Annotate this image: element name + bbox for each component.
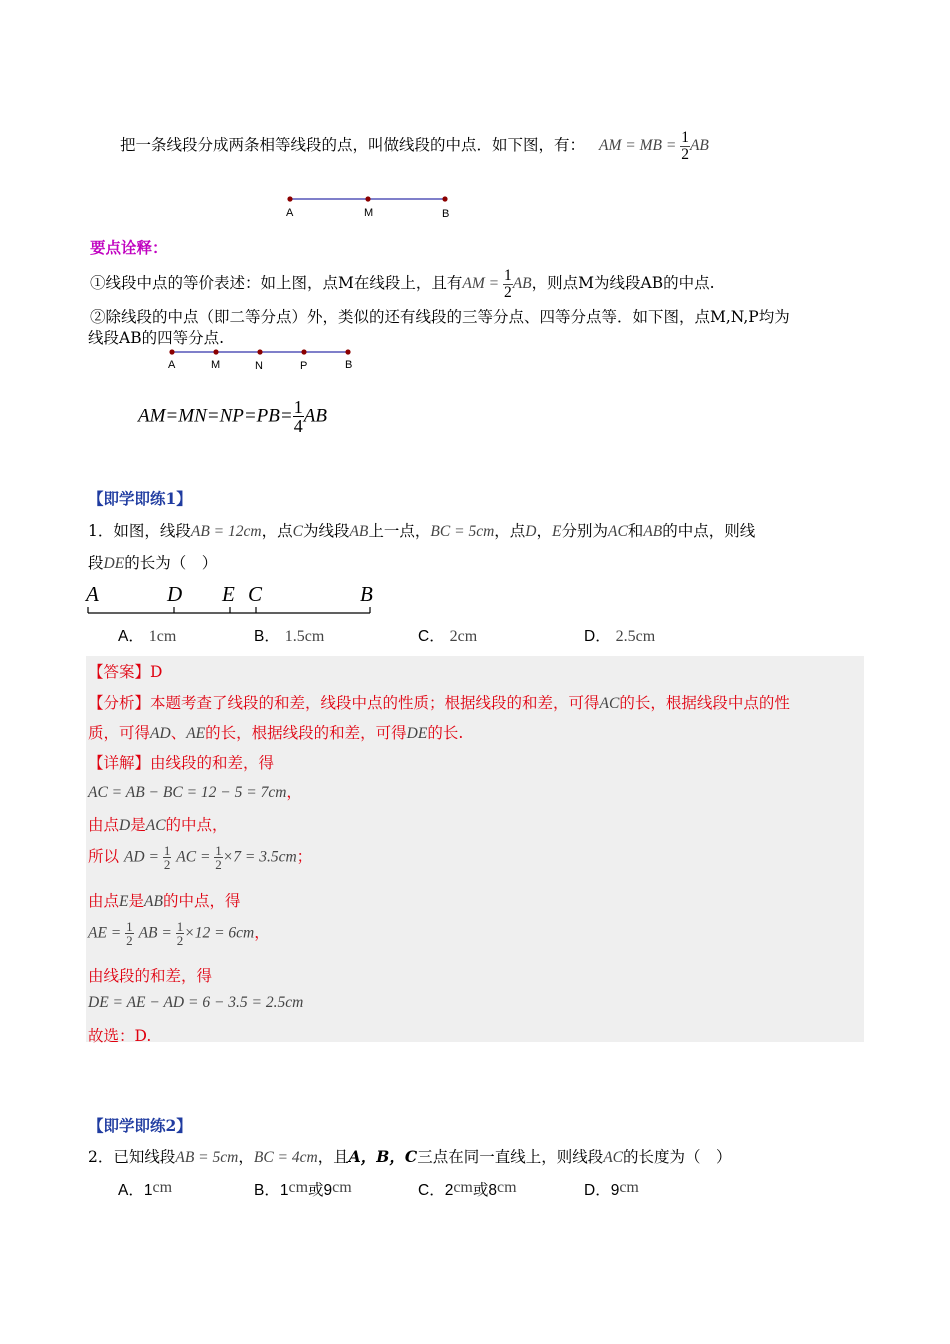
analysis-math: AD: [150, 725, 171, 742]
q-text: 1．如图，线段: [88, 522, 191, 540]
analysis-math: AC: [599, 695, 620, 712]
fig2-label: M: [211, 359, 221, 371]
intro-fraction: [680, 130, 690, 162]
detail-math: AB: [144, 893, 163, 910]
point-p: [301, 349, 306, 354]
ex2-option-a[interactable]: [118, 1178, 172, 1200]
intro-frac-den: 2: [681, 145, 689, 163]
ex1-detail-step5: [88, 920, 270, 947]
quarter-num: 1: [293, 397, 303, 417]
option-value: 8: [488, 1182, 498, 1199]
ex1-option-c[interactable]: [418, 624, 477, 646]
quarter-den: 4: [293, 416, 303, 436]
option-text: 或: [308, 1181, 324, 1199]
analysis-math: AE: [186, 725, 206, 742]
fig2-label: N: [255, 360, 263, 372]
ex2-option-d[interactable]: [584, 1178, 639, 1200]
option-unit: cm: [332, 1179, 352, 1196]
ex1-figure: [84, 580, 384, 620]
option-letter: D．9: [584, 1182, 620, 1199]
ex1-detail-step4: [88, 889, 240, 911]
q-math: DE: [103, 555, 125, 572]
fig1-label: A: [286, 207, 294, 219]
q-math: C: [292, 523, 303, 540]
detail-math: AD =: [123, 848, 163, 866]
notes-p2-line2: 线段AB的四等分点.: [88, 329, 225, 347]
detail-text: 由点: [88, 892, 120, 910]
option-unit: cm: [453, 1179, 473, 1196]
notes-p1-text: ①线段中点的等价表述：如上图，点M在线段上，且有: [90, 274, 463, 292]
ex1-detail-step2: [88, 813, 228, 835]
notes-p1-tail: ，则点M为线段AB的中点.: [531, 274, 715, 292]
q-math: D: [525, 523, 537, 540]
ex1-fig-label: A: [86, 582, 99, 606]
ex1-detail-step6: 由线段的和差，得: [88, 967, 213, 985]
ex2-option-c[interactable]: [418, 1178, 517, 1200]
intro-formula-right: AB: [689, 137, 709, 154]
intro-frac-num: 1: [681, 129, 689, 146]
ex1-question-line2: [88, 551, 217, 573]
point-n: [257, 349, 262, 354]
detail-text: 的中点，得: [162, 892, 241, 910]
detail-text: 是: [130, 816, 146, 834]
q-text: 2．已知线段: [88, 1148, 176, 1166]
point-b: [345, 349, 350, 354]
detail-text: ，: [286, 783, 302, 801]
q-math: E: [552, 523, 562, 540]
option-letter: B．: [254, 628, 280, 645]
notes-p1-math: AM =: [462, 275, 503, 292]
frac-num: 1: [126, 919, 133, 934]
ex1-detail-title: 【详解】由线段的和差，得: [88, 754, 275, 772]
intro-formula-left: AM = MB =: [599, 137, 681, 154]
option-letter: B．1: [254, 1182, 289, 1199]
ex1-analysis-line1: [88, 691, 790, 713]
analysis-text: 的长，根据线段中点的性: [619, 694, 790, 712]
detail-fraction: [176, 920, 185, 947]
detail-math: AC: [145, 817, 166, 834]
option-value: 9: [323, 1182, 333, 1199]
analysis-math: DE: [406, 725, 428, 742]
q-math: AB: [349, 523, 369, 540]
q-text: ，点: [261, 522, 293, 540]
detail-math: D: [119, 817, 131, 834]
option-unit: cm: [288, 1179, 309, 1196]
frac-den: 2: [126, 933, 133, 948]
option-unit: cm: [152, 1179, 173, 1196]
ex2-question: [88, 1145, 732, 1167]
detail-text: 是: [128, 892, 144, 910]
q-text: 的长度为（ ）: [623, 1148, 732, 1166]
fig1-label: B: [442, 208, 450, 220]
q-points: A，B，C: [348, 1147, 418, 1166]
ex1-analysis-line2: [88, 721, 463, 743]
frac-num: 1: [215, 843, 222, 858]
option-letter: D．: [584, 628, 611, 645]
detail-text: ，: [254, 923, 270, 942]
detail-fraction: [125, 920, 134, 947]
notes-p2-line1: ②除线段的中点（即二等分点）外，类似的还有线段的三等分点、四等分点等．如下图，点M,N,P均为: [90, 308, 790, 326]
frac-den: 2: [176, 933, 184, 948]
q-text: ，: [238, 1148, 254, 1166]
ex1-option-d[interactable]: [584, 624, 655, 646]
detail-math: AC = AB − BC = 12 − 5 = 7cm: [88, 784, 287, 801]
ex2-header: 【即学即练2】: [88, 1116, 192, 1135]
q-math: AC: [603, 1149, 624, 1166]
q-text: 的中点，则线: [662, 522, 756, 540]
notes-p1-math-ab: AB: [512, 275, 532, 292]
detail-text: 的中点，: [165, 816, 228, 834]
detail-math: AB =: [138, 924, 176, 942]
q-math: AB: [643, 523, 663, 540]
option-unit: cm: [497, 1179, 517, 1196]
detail-text: ；: [296, 847, 313, 866]
detail-math: DE = AE − AD = 6 − 3.5 = 2.5cm: [88, 994, 304, 1011]
notes-p1-fraction: [503, 268, 513, 300]
ex1-fig-label: E: [222, 582, 235, 606]
point-b: [442, 196, 447, 201]
detail-text: 由点: [88, 816, 120, 834]
figure-segment-amb: [280, 190, 460, 224]
option-letter: C．: [418, 628, 445, 645]
ex1-detail-step1: [88, 780, 302, 802]
detail-text: 所以: [88, 847, 120, 866]
detail-math: ×7 = 3.5cm: [222, 848, 297, 866]
q-math: AB = 5cm: [175, 1149, 239, 1166]
q-text: 分别为: [561, 522, 608, 540]
option-letter: A．: [118, 628, 144, 645]
detail-math: ×12 = 6cm: [184, 924, 255, 942]
frac-num: 1: [163, 843, 171, 858]
frac-num: 1: [176, 919, 184, 934]
ex1-fig-label: D: [167, 582, 183, 606]
q-text: 上一点，: [368, 522, 431, 540]
option-value: 2.5cm: [615, 628, 656, 645]
notes-p1-den: 2: [503, 283, 512, 301]
option-letter: C．2: [418, 1182, 454, 1199]
ex1-detail-step3: [88, 844, 312, 871]
figure-segment-quarters: [164, 344, 364, 374]
ex2-option-b[interactable]: [254, 1178, 352, 1200]
q-text: ，且: [317, 1148, 349, 1166]
analysis-text: 的长.: [427, 724, 464, 742]
ex1-fig-label: B: [360, 582, 373, 606]
quarter-formula-left: AM=MN=NP=PB=: [138, 405, 293, 427]
point-a: [287, 196, 292, 201]
fig2-label: A: [168, 359, 176, 371]
option-value: 1.5cm: [284, 628, 325, 645]
frac-den: 2: [215, 857, 222, 872]
notes-p1: [90, 268, 715, 300]
ex1-answer: 【答案】D: [88, 663, 163, 681]
q-text: 和: [627, 522, 644, 540]
notes-title: 要点诠释：: [90, 238, 168, 257]
ex1-option-b[interactable]: [254, 624, 324, 646]
analysis-text: 、: [170, 724, 187, 742]
ex1-final: 故选：D.: [88, 1027, 152, 1045]
ex1-detail-step7: [88, 993, 303, 1012]
ex1-header: 【即学即练1】: [88, 489, 192, 508]
quarter-formula: [138, 398, 327, 435]
detail-fraction: [163, 844, 172, 871]
analysis-text: 【分析】本题考查了线段的和差，线段中点的性质；根据线段的和差，可得: [88, 694, 600, 712]
ex1-option-a[interactable]: [118, 624, 176, 646]
q-math: AB = 12cm: [190, 523, 262, 540]
intro-text: 把一条线段分成两条相等线段的点，叫做线段的中点．如下图，有：: [120, 136, 586, 154]
notes-p1-num: 1: [503, 267, 512, 284]
point-m: [213, 349, 218, 354]
q-math: BC = 5cm: [430, 523, 495, 540]
q-text: 三点在同一直线上，则线段: [417, 1148, 604, 1166]
q-text: 段: [88, 554, 104, 572]
analysis-text: 的长，根据线段的和差，可得: [205, 724, 407, 742]
point-m: [365, 196, 370, 201]
fig1-label: M: [364, 207, 374, 219]
point-a: [169, 349, 174, 354]
option-unit: cm: [619, 1179, 639, 1196]
q-text: ，: [536, 522, 552, 540]
detail-math: AC =: [176, 848, 215, 866]
fig2-label: B: [345, 359, 353, 371]
option-value: 1cm: [148, 628, 177, 645]
q-math: BC = 4cm: [253, 1149, 318, 1166]
ex1-fig-label: C: [248, 582, 263, 606]
detail-math: E: [119, 893, 129, 910]
option-value: 2cm: [449, 628, 478, 645]
fig2-label: P: [300, 360, 308, 372]
q-text: 为线段: [302, 522, 350, 540]
detail-math: AE =: [88, 924, 126, 942]
intro-line: [120, 130, 709, 162]
analysis-text: 质，可得: [88, 724, 151, 742]
ex1-question-line1: [88, 519, 755, 541]
quarter-fraction: [293, 398, 304, 435]
q-text: ，点: [494, 522, 526, 540]
frac-den: 2: [163, 857, 171, 872]
option-letter: A．1: [118, 1182, 153, 1199]
quarter-formula-right: AB: [303, 405, 327, 427]
detail-fraction: [214, 844, 223, 871]
q-text: 的长为（ ）: [124, 554, 218, 572]
option-text: 或: [472, 1181, 489, 1199]
q-math: AC: [607, 523, 628, 540]
